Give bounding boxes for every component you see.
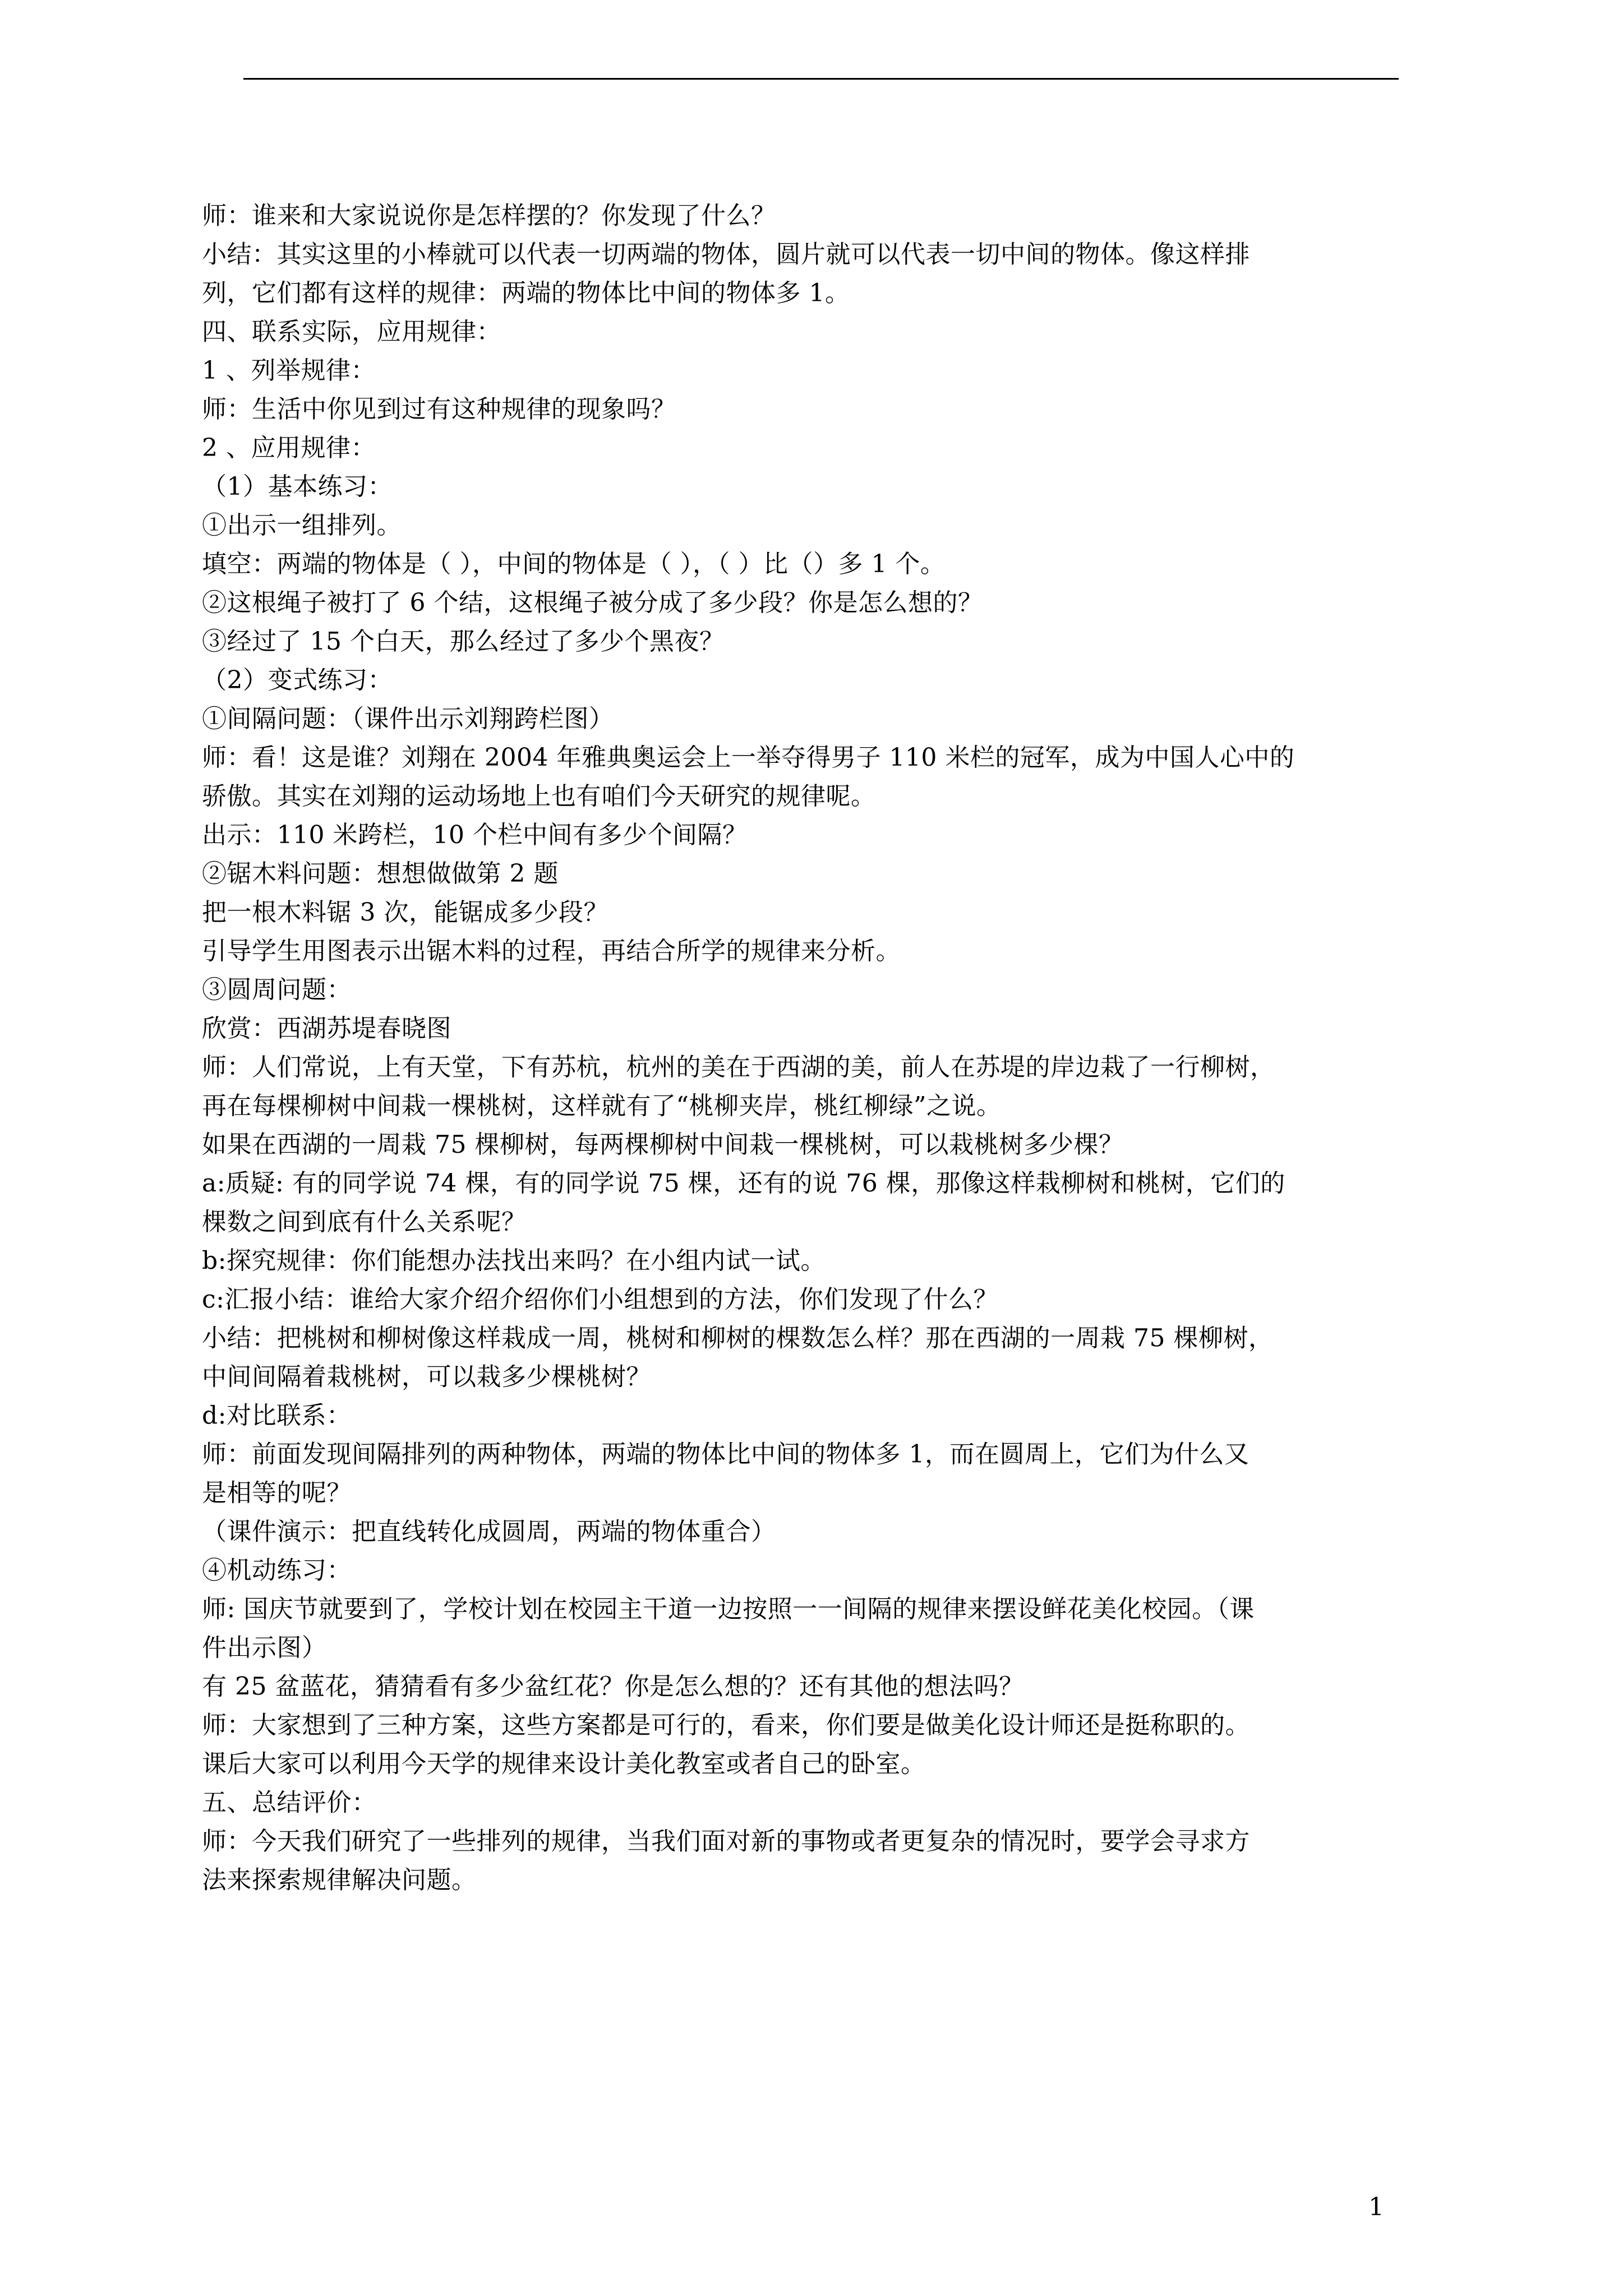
text-line: 师：大家想到了三种方案，这些方案都是可行的，看来，你们要是做美化设计师还是挺称职的。 <box>202 1711 1250 1740</box>
text-line: ③经过了 15 个白天，那么经过了多少个黑夜？ <box>202 627 725 656</box>
text-line: 师：看！这是谁？刘翔在 2004 年雅典奥运会上一举夺得男子 110 米栏的冠军，成为中国人心中的 <box>202 743 1295 772</box>
text-line: 填空：两端的物体是（ ），中间的物体是（ ），（ ）比（）多 1 个。 <box>202 550 946 578</box>
text-line: 师：生活中你见到过有这种规律的现象吗？ <box>202 395 676 424</box>
text-line: 把一根木料锯 3 次，能锯成多少段？ <box>202 898 608 927</box>
text-line: c:汇报小结：谁给大家介绍介绍你们小组想到的方法，你们发现了什么？ <box>202 1285 998 1314</box>
text-line: ③圆周问题： <box>202 976 352 1004</box>
subsection-heading: （2）变式练习： <box>202 666 393 694</box>
text-line: 棵数之间到底有什么关系呢？ <box>202 1208 527 1236</box>
text-line: 师：人们常说，上有天堂，下有苏杭，杭州的美在于西湖的美，前人在苏堤的岸边栽了一行柳树， <box>202 1053 1275 1082</box>
text-line: 再在每棵柳树中间栽一棵桃树，这样就有了“桃柳夹岸，桃红柳绿”之说。 <box>202 1092 1002 1120</box>
text-line: a:质疑: 有的同学说 74 棵，有的同学说 75 棵，还有的说 76 棵，那像这样栽柳树和桃树，它们的 <box>202 1169 1285 1198</box>
text-line: d:对比联系： <box>202 1401 352 1430</box>
text-line: 师: 国庆节就要到了，学校计划在校园主干道一边按照一一间隔的规律来摆设鲜花美化校园。（课 <box>202 1595 1255 1623</box>
text-line: 件出示图） <box>202 1634 327 1662</box>
header-rule <box>243 78 1399 80</box>
page-number: 1 <box>1368 2193 1384 2221</box>
text-line: 小结：其实这里的小棒就可以代表一切两端的物体，圆片就可以代表一切中间的物体。像这样排 <box>202 240 1250 269</box>
text-line: ②这根绳子被打了 6 个结，这根绳子被分成了多少段？你是怎么想的？ <box>202 588 983 617</box>
text-line: 引导学生用图表示出锯木料的过程，再结合所学的规律来分析。 <box>202 937 901 965</box>
text-line: 师：前面发现间隔排列的两种物体，两端的物体比中间的物体多 1，而在圆周上，它们为什么又 <box>202 1440 1249 1469</box>
section-heading: 五、总结评价： <box>202 1788 377 1817</box>
text-line: 列，它们都有这样的规律：两端的物体比中间的物体多 1。 <box>202 279 850 307</box>
text-line: 中间间隔着栽桃树，可以栽多少棵桃树？ <box>202 1363 651 1391</box>
subsection-heading: 1 、列举规律： <box>202 356 376 385</box>
subsection-heading: 2 、应用规律： <box>202 434 376 462</box>
subsection-heading: （1）基本练习： <box>202 472 393 501</box>
section-heading: 四、联系实际，应用规律： <box>202 318 501 346</box>
text-line: 骄傲。其实在刘翔的运动场地上也有咱们今天研究的规律呢。 <box>202 782 876 811</box>
text-line: （课件演示：把直线转化成圆周，两端的物体重合） <box>202 1517 776 1546</box>
text-line: ②锯木料问题：想想做做第 2 题 <box>202 859 559 888</box>
text-line: 小结：把桃树和柳树像这样栽成一周，桃树和柳树的棵数怎么样？那在西湖的一周栽 75 棵柳树， <box>202 1324 1274 1352</box>
text-line: 法来探索规律解决问题。 <box>202 1866 477 1894</box>
text-line: 师：今天我们研究了一些排列的规律，当我们面对新的事物或者更复杂的情况时，要学会寻求方 <box>202 1827 1250 1856</box>
text-line: ①出示一组排列。 <box>202 511 402 540</box>
text-line: 师：谁来和大家说说你是怎样摆的？你发现了什么？ <box>202 201 776 230</box>
text-line: ④机动练习： <box>202 1556 352 1585</box>
text-line: 如果在西湖的一周栽 75 棵柳树，每两棵柳树中间栽一棵桃树，可以栽桃树多少棵？ <box>202 1130 1124 1159</box>
text-line: 欣赏：西湖苏堤春晓图 <box>202 1014 451 1043</box>
text-line: 出示：110 米跨栏，10 个栏中间有多少个间隔？ <box>202 821 748 849</box>
text-line: ①间隔问题：（课件出示刘翔跨栏图） <box>202 705 614 733</box>
text-line: b:探究规律：你们能想办法找出来吗？在小组内试一试。 <box>202 1246 826 1275</box>
document-body <box>202 196 1436 1899</box>
text-line: 是相等的呢？ <box>202 1479 352 1507</box>
text-line: 课后大家可以利用今天学的规律来设计美化教室或者自己的卧室。 <box>202 1750 926 1778</box>
text-line: 有 25 盆蓝花，猜猜看有多少盆红花？你是怎么想的？还有其他的想法吗？ <box>202 1672 1024 1701</box>
